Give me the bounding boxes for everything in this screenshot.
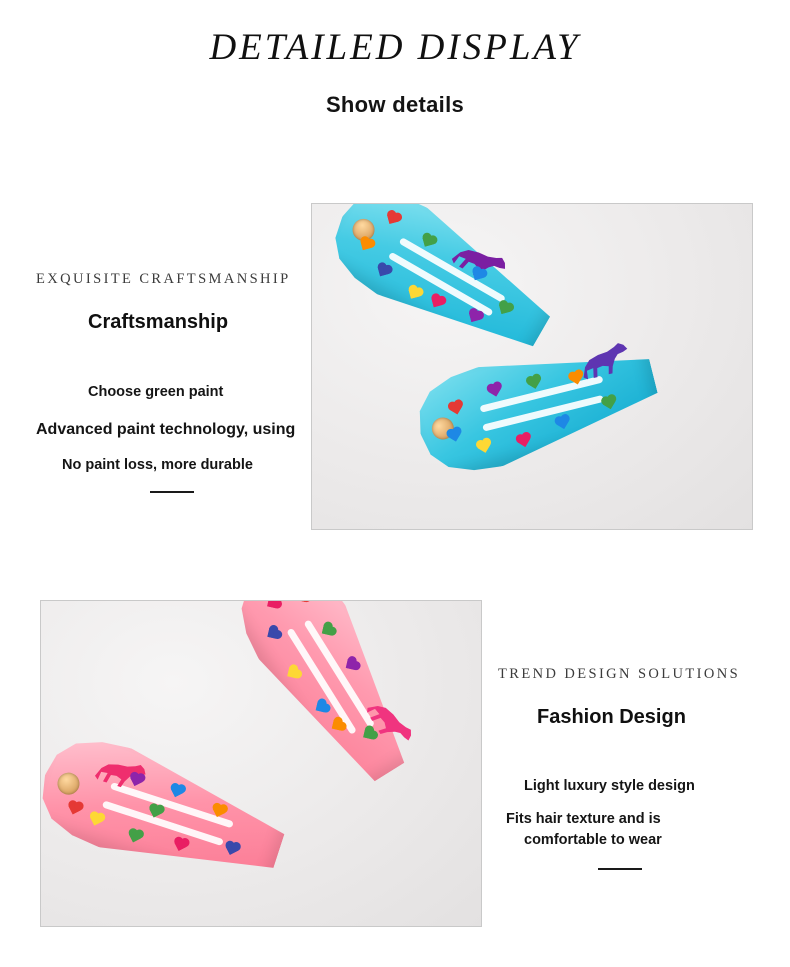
pink-hair-clips-photo: [40, 600, 482, 927]
heart-icon: [322, 625, 333, 636]
section-2-bullet-1: Light luxury style design: [524, 778, 695, 794]
section-2-heading: Fashion Design: [537, 706, 686, 728]
section-2-bullet-2: Fits hair texture and is: [506, 811, 661, 827]
blue-hair-clips-photo: [311, 203, 753, 530]
heart-icon: [346, 659, 357, 670]
section-1-bullet-1: Choose green paint: [88, 384, 224, 400]
page-title: DETAILED DISPLAY: [209, 27, 581, 68]
section-2-eyebrow: TREND DESIGN SOLUTIONS: [498, 666, 741, 682]
section-2-bullet-3: comfortable to wear: [524, 832, 662, 848]
section-2-divider: [598, 868, 642, 870]
section-1-eyebrow: EXQUISITE CRAFTSMANSHIP: [36, 271, 291, 287]
section-1-bullet-3: No paint loss, more durable: [62, 457, 253, 473]
heart-icon: [316, 702, 327, 713]
section-1-heading: Craftsmanship: [88, 311, 229, 333]
heart-icon: [267, 628, 278, 639]
heart-icon: [332, 720, 343, 731]
section-1-divider: [150, 491, 194, 493]
page-subtitle: Show details: [325, 92, 465, 117]
heart-icon: [363, 728, 374, 739]
section-1-bullet-2: Advanced paint technology, using: [36, 421, 296, 438]
heart-icon: [287, 667, 298, 678]
